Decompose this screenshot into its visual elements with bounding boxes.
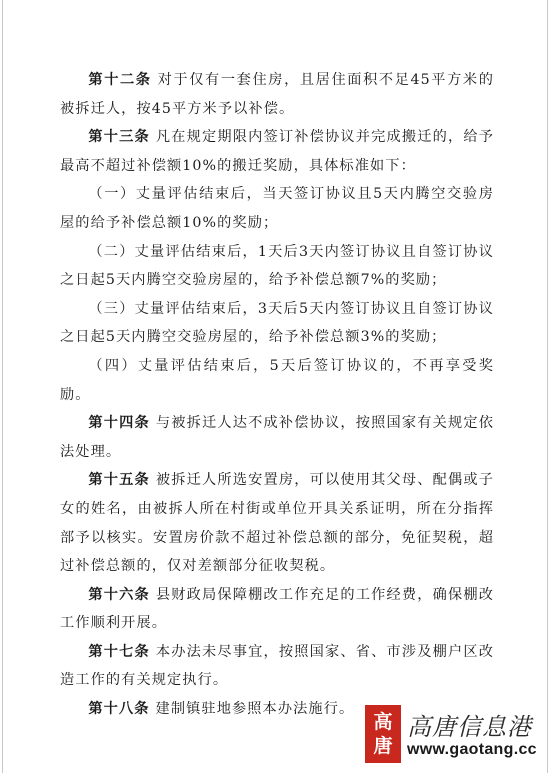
clause-3 <box>60 295 494 352</box>
clause-4 <box>60 352 494 409</box>
article-15 <box>60 466 494 580</box>
article-text: 建制镇驻地参照本办法施行。 <box>155 701 355 718</box>
clause-1 <box>60 180 494 237</box>
article-17 <box>60 638 494 695</box>
article-text: 对于仅有一套住房，且居住面积不足45平方米的被拆迁人，按45平方米予以补偿。 <box>60 72 494 117</box>
article-heading: 第十八条 <box>88 701 150 718</box>
site-name: 高唐信息港 <box>407 713 532 741</box>
article-text: 本办法未尽事宜，按照国家、省、市涉及棚户区改造工作的有关规定执行。 <box>60 643 495 689</box>
article-heading: 第十三条 <box>88 129 150 146</box>
article-16 <box>60 581 494 638</box>
article-heading: 第十六条 <box>88 586 150 603</box>
clause-text: （一）丈量评估结束后，当天签订协议且5天内腾空交验房屋的给予补偿总额10%的奖励； <box>60 186 494 231</box>
logo-char-bottom: 唐 <box>373 735 393 757</box>
article-text: 县财政局保障棚改工作充足的工作经费，确保棚改工作顺利开展。 <box>60 586 495 632</box>
document-body <box>60 66 494 724</box>
logo-char-top: 高 <box>373 711 393 733</box>
article-heading: 第十四条 <box>88 415 150 432</box>
article-heading: 第十二条 <box>88 72 152 88</box>
clause-text: （四）丈量评估结束后，5天后签订协议的，不再享受奖励。 <box>60 357 494 403</box>
page-border-right <box>547 0 548 773</box>
article-heading: 第十五条 <box>88 472 150 489</box>
clause-text: （三）丈量评估结束后，3天后5天内签订协议且自签订协议之日起5天内腾空交验房屋的，给予补偿总额3%的奖励； <box>60 300 494 346</box>
article-text: 被拆迁人所选安置房，可以使用其父母、配偶或子女的姓名，由被拆人所在村街或单位开具关系证明，所在分指挥部予以核实。安置房价款不超过补偿总额的部分，免征契税，超过补偿总额的，仅对差额部分征收契税。 <box>60 472 495 575</box>
clause-text: （二）丈量评估结束后，1天后3天内签订协议且自签订协议之日起5天内腾空交验房屋的，给予补偿总额7%的奖励； <box>60 243 494 289</box>
article-heading: 第十七条 <box>88 643 150 660</box>
site-logo <box>365 705 401 763</box>
article-text: 凡在规定期限内签订补偿协议并完成搬迁的，给予最高不超过补偿额10%的搬迁奖励，具体标准如下： <box>60 129 495 174</box>
article-text: 与被拆迁人达不成补偿协议，按照国家有关规定依法处理。 <box>60 415 495 460</box>
site-url: www.gaotang.cc <box>407 741 537 758</box>
article-12 <box>60 66 494 123</box>
clause-2 <box>60 238 494 295</box>
article-14 <box>60 409 494 466</box>
page-border-left <box>2 0 3 773</box>
watermark <box>365 705 545 767</box>
article-13 <box>60 123 494 180</box>
